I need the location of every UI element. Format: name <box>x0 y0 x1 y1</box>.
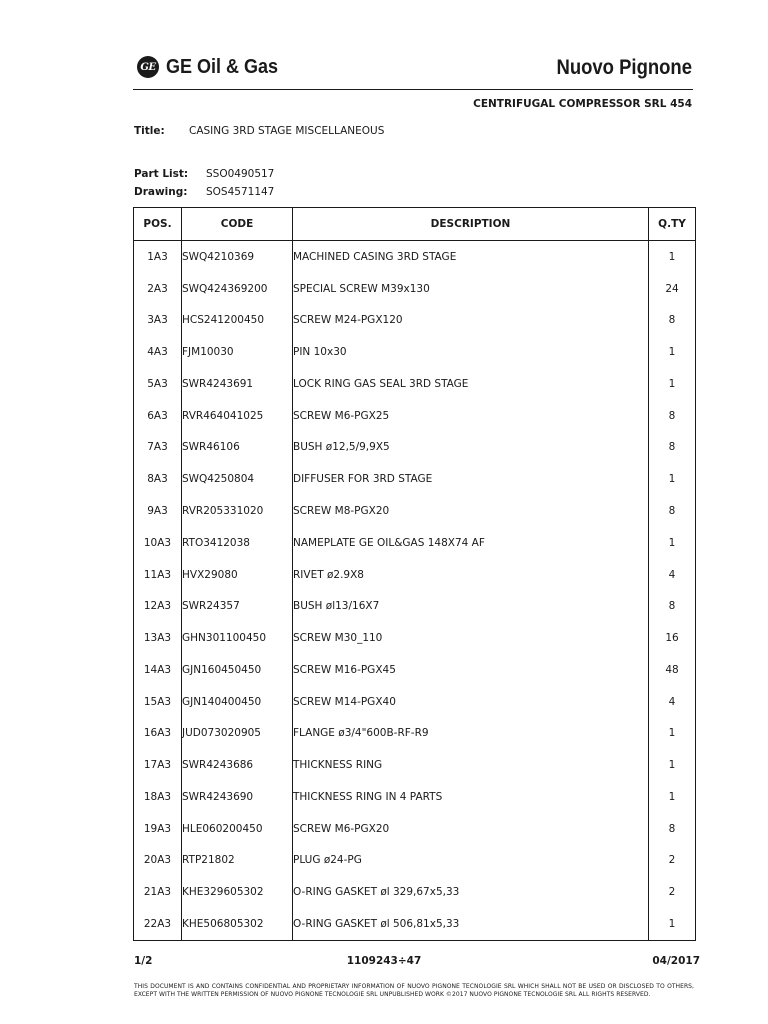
cell-code: RVR464041025 <box>182 400 293 432</box>
cell-code: HVX29080 <box>182 559 293 591</box>
cell-description: THICKNESS RING <box>293 749 649 781</box>
brand-ge-oil-gas: GE Oil & Gas <box>166 56 279 78</box>
cell-pos: 6A3 <box>147 409 168 422</box>
cell-qty: 8 <box>649 432 696 464</box>
cell-pos: 16A3 <box>143 727 172 740</box>
table-row <box>134 749 696 781</box>
cell-code: HCS241200450 <box>182 305 293 337</box>
cell-description: SCREW M14-PGX40 <box>293 686 649 718</box>
table-row <box>134 622 696 654</box>
cell-pos: 14A3 <box>143 663 172 676</box>
cell-description: PLUG ø24-PG <box>293 845 649 877</box>
document-subtitle: CENTRIFUGAL COMPRESSOR SRL 454 <box>473 98 692 110</box>
cell-qty: 8 <box>649 590 696 622</box>
table-row <box>134 908 696 940</box>
cell-qty: 8 <box>649 400 696 432</box>
cell-qty: 2 <box>649 845 696 877</box>
cell-description: O-RING GASKET øl 329,67x5,33 <box>293 876 649 908</box>
part-list-label: Part List: <box>134 168 189 180</box>
table-row <box>134 336 696 368</box>
cell-description: THICKNESS RING IN 4 PARTS <box>293 781 649 813</box>
header-description: DESCRIPTION <box>293 208 649 241</box>
cell-pos: 1A3 <box>147 250 168 263</box>
cell-pos: 15A3 <box>143 695 172 708</box>
cell-description: DIFFUSER FOR 3RD STAGE <box>293 463 649 495</box>
table-row <box>134 654 696 686</box>
brand-nuovo-pignone: Nuovo Pignone <box>556 56 692 79</box>
cell-description: FLANGE ø3/4"600B-RF-R9 <box>293 717 649 749</box>
parts-table <box>133 207 696 941</box>
table-row <box>134 527 696 559</box>
cell-code: SWQ424369200 <box>182 273 293 305</box>
cell-code: KHE329605302 <box>182 876 293 908</box>
cell-pos: 21A3 <box>143 886 172 899</box>
cell-qty: 1 <box>649 749 696 781</box>
cell-qty: 4 <box>649 559 696 591</box>
cell-qty: 16 <box>649 622 696 654</box>
part-list-value: SSO0490517 <box>206 168 275 180</box>
table-row <box>134 781 696 813</box>
cell-description: SCREW M6-PGX20 <box>293 813 649 845</box>
table-row <box>134 813 696 845</box>
cell-pos: 2A3 <box>147 282 168 295</box>
document-date: 04/2017 <box>652 955 700 967</box>
cell-description: LOCK RING GAS SEAL 3RD STAGE <box>293 368 649 400</box>
cell-qty: 1 <box>649 463 696 495</box>
cell-pos: 11A3 <box>143 568 172 581</box>
table-header-row <box>134 208 696 241</box>
cell-code: SWR46106 <box>182 432 293 464</box>
cell-code: SWR4243691 <box>182 368 293 400</box>
cell-code: SWR24357 <box>182 590 293 622</box>
cell-description: SCREW M16-PGX45 <box>293 654 649 686</box>
table-row <box>134 845 696 877</box>
cell-qty: 8 <box>649 305 696 337</box>
cell-code: GJN140400450 <box>182 686 293 718</box>
cell-description: SPECIAL SCREW M39x130 <box>293 273 649 305</box>
cell-pos: 10A3 <box>143 536 172 549</box>
confidentiality-disclaimer: THIS DOCUMENT IS AND CONTAINS CONFIDENTIAL AND PROPRIETARY INFORMATION OF NUOVO PIGNONE TECNOLOGIE SRL WHICH SHALL NOT BE USED OR DISCLOSED TO OTHERS, EXCEPT WITH THE WRITTEN PERMISSION OF NUOVO PIGNONE TECNOLOGIE SRL UNPUBLISHED WORK ©2017 NUOVO PIGNONE TECNOLOGIE SRL ALL RIGHTS RESERVED. <box>134 983 694 998</box>
table-row <box>134 368 696 400</box>
table-row <box>134 273 696 305</box>
cell-code: SWR4243690 <box>182 781 293 813</box>
cell-qty: 4 <box>649 686 696 718</box>
table-row <box>134 432 696 464</box>
header-divider <box>133 89 693 90</box>
cell-description: BUSH øl13/16X7 <box>293 590 649 622</box>
document-number: 1109243÷47 <box>346 955 422 967</box>
cell-pos: 22A3 <box>143 918 172 931</box>
cell-description: NAMEPLATE GE OIL&GAS 148X74 AF <box>293 527 649 559</box>
cell-pos: 5A3 <box>147 377 168 390</box>
table-row <box>134 495 696 527</box>
cell-pos: 12A3 <box>143 600 172 613</box>
cell-code: SWQ4210369 <box>182 241 293 273</box>
cell-pos: 9A3 <box>147 505 168 517</box>
cell-code: RTP21802 <box>182 845 293 877</box>
cell-code: GJN160450450 <box>182 654 293 686</box>
cell-code: KHE506805302 <box>182 908 293 940</box>
table-row <box>134 305 696 337</box>
cell-description: BUSH ø12,5/9,9X5 <box>293 432 649 464</box>
drawing-label: Drawing: <box>134 186 188 198</box>
page-number: 1/2 <box>134 955 153 967</box>
table-row <box>134 590 696 622</box>
cell-code: FJM10030 <box>182 336 293 368</box>
table-row <box>134 717 696 749</box>
cell-pos: 20A3 <box>143 854 172 867</box>
table-row <box>134 559 696 591</box>
cell-qty: 2 <box>649 876 696 908</box>
cell-description: SCREW M8-PGX20 <box>293 495 649 527</box>
cell-description: MACHINED CASING 3RD STAGE <box>293 241 649 273</box>
ge-logo-icon <box>137 56 159 78</box>
cell-code: SWQ4250804 <box>182 463 293 495</box>
drawing-value: SOS4571147 <box>206 186 275 198</box>
ge-logo-text: GE <box>140 61 156 73</box>
cell-pos: 17A3 <box>143 759 172 772</box>
cell-qty: 8 <box>649 813 696 845</box>
cell-code: JUD073020905 <box>182 717 293 749</box>
cell-qty: 1 <box>649 717 696 749</box>
cell-description: PIN 10x30 <box>293 336 649 368</box>
cell-pos: 7A3 <box>147 441 168 454</box>
table-row <box>134 876 696 908</box>
cell-qty: 1 <box>649 781 696 813</box>
table-row <box>134 400 696 432</box>
table-row <box>134 241 696 273</box>
header-pos: POS. <box>134 208 182 241</box>
cell-qty: 1 <box>649 336 696 368</box>
cell-qty: 1 <box>649 908 696 940</box>
cell-code: HLE060200450 <box>182 813 293 845</box>
header-qty: Q.TY <box>649 208 696 241</box>
table-row <box>134 463 696 495</box>
cell-description: SCREW M6-PGX25 <box>293 400 649 432</box>
cell-code: RVR205331020 <box>182 495 293 527</box>
cell-description: O-RING GASKET øl 506,81x5,33 <box>293 908 649 940</box>
cell-qty: 24 <box>649 273 696 305</box>
cell-code: RTO3412038 <box>182 527 293 559</box>
cell-code: SWR4243686 <box>182 749 293 781</box>
cell-qty: 8 <box>649 495 696 527</box>
cell-qty: 1 <box>649 368 696 400</box>
cell-description: SCREW M24-PGX120 <box>293 305 649 337</box>
cell-code: GHN301100450 <box>182 622 293 654</box>
cell-qty: 1 <box>649 527 696 559</box>
table-row <box>134 686 696 718</box>
header-code: CODE <box>182 208 293 241</box>
cell-pos: 3A3 <box>147 314 168 327</box>
cell-pos: 18A3 <box>143 790 172 803</box>
cell-pos: 4A3 <box>147 346 168 359</box>
cell-qty: 48 <box>649 654 696 686</box>
title-value: CASING 3RD STAGE MISCELLANEOUS <box>189 125 385 137</box>
cell-pos: 19A3 <box>143 822 172 835</box>
cell-pos: 13A3 <box>143 632 172 645</box>
cell-pos: 8A3 <box>147 473 168 486</box>
title-label: Title: <box>134 125 165 137</box>
cell-description: RIVET ø2.9X8 <box>293 559 649 591</box>
cell-qty: 1 <box>649 241 696 273</box>
cell-description: SCREW M30_110 <box>293 622 649 654</box>
